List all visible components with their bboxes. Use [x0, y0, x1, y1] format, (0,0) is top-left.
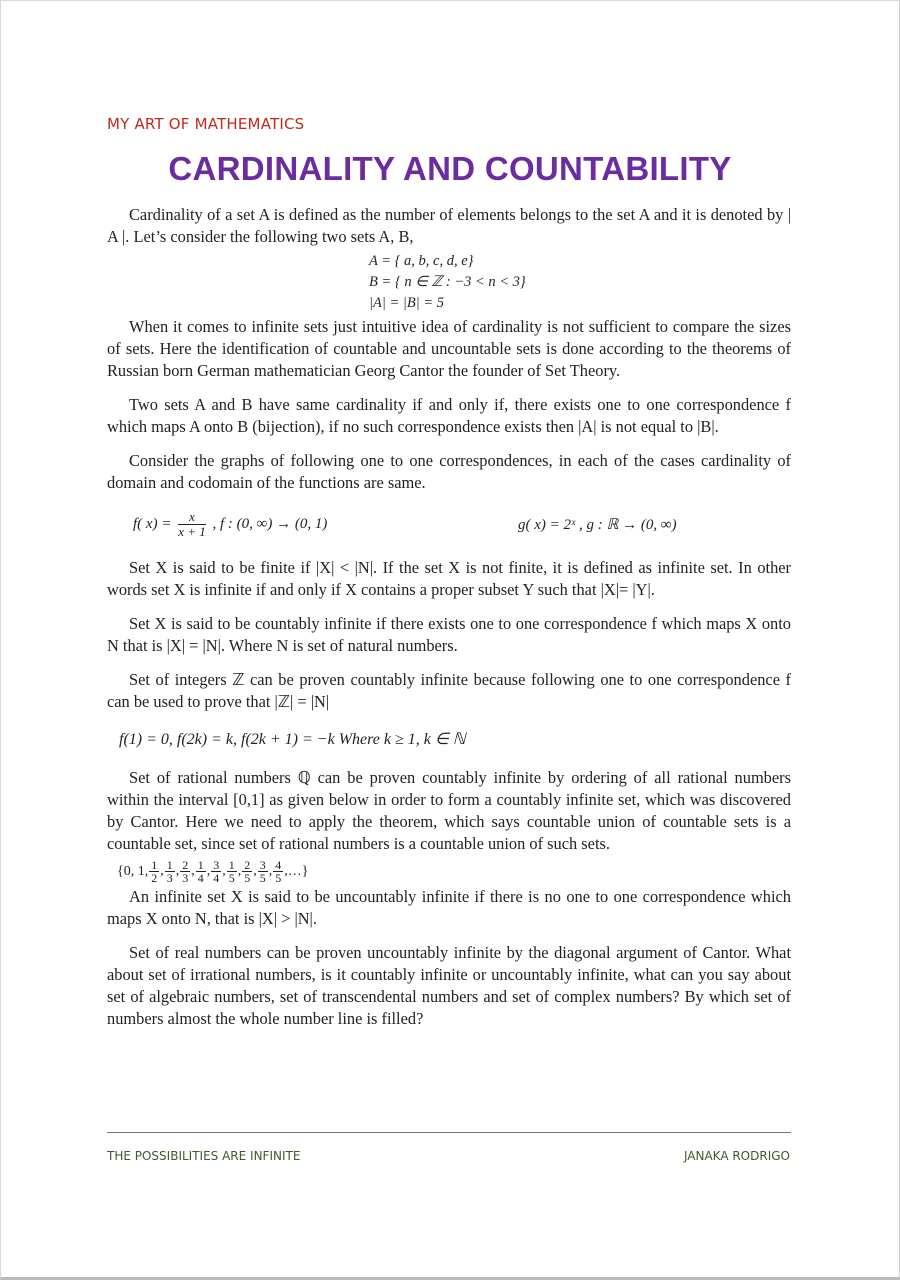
paragraph: Set of rational numbers ℚ can be proven countably infinite by ordering of all rational numbers within the interval [0,1] as given below in order to form a countably infinite set, which was discovered by Cantor. Here we need to apply the theorem, which says countable union of countable sets is a countable set, since set of rational numbers is a countable union of such sets.	[107, 768, 791, 853]
paragraph: An infinite set X is said to be uncountably infinite if there is no one to one correspondence which maps X onto N, that is |X| > |N|.	[107, 887, 791, 928]
comma: ,	[284, 863, 288, 879]
denominator: 3	[182, 871, 189, 885]
set-definitions	[107, 251, 791, 314]
set-a: A = { a, b, c, d, e}	[369, 253, 474, 269]
comma: ,	[222, 863, 226, 879]
fraction	[242, 859, 252, 884]
numerator: 1	[228, 858, 235, 872]
paragraph: Set X is said to be finite if |X| < |N|. If the set X is not finite, it is defined as infinite set. In other words set X is infinite if and only if X contains a proper subset Y such that |X|= |Y|.	[107, 558, 791, 599]
paragraph: Set of real numbers can be proven uncountably infinite by the diagonal argument of Cantor. What about set of irrational numbers, is it countably infinite or uncountably infinite, what can you say about set of algebraic numbers, set of transcendental numbers and set of complex numbers? By which set of numbers almost the whole number line is filled?	[107, 943, 791, 1028]
paragraph: Set of integers ℤ can be proven countably infinite because following one to one correspondence f can be used to prove that |ℤ| = |N|	[107, 670, 791, 711]
function-g: g( x) = 2ˣ , g : ℝ → (0, ∞)	[518, 516, 677, 533]
fraction	[273, 859, 283, 884]
denominator: 5	[275, 871, 282, 885]
article-body	[107, 204, 791, 1030]
paragraph: Consider the graphs of following one to one correspondences, in each of the cases cardinality of domain and codomain of the functions are same.	[107, 451, 791, 492]
comma: ,	[268, 863, 273, 879]
numerator: 1	[197, 858, 204, 872]
numerator: 2	[182, 858, 189, 872]
fraction	[211, 859, 221, 884]
function-examples	[107, 510, 791, 539]
footer-author: JANAKA RODRIGO	[683, 1149, 790, 1163]
function-f: f( x) = $\frac{x}{x + 1}$ , f : (0, ∞) → (0, 1)	[133, 509, 328, 539]
denominator: 4	[213, 871, 220, 885]
fraction: $\frac{x}{x + 1}$	[178, 509, 206, 539]
fraction	[227, 859, 237, 884]
comma: ,	[253, 863, 257, 879]
set-b: B = { n ∈ ℤ : −3 < n < 3}	[369, 274, 526, 290]
numerator: 1	[166, 858, 173, 872]
series-header: MY ART OF MATHEMATICS	[107, 115, 305, 133]
comma: ,	[237, 863, 242, 879]
numerator: 3	[213, 858, 220, 872]
numerator: 2	[244, 858, 251, 872]
comma: ,	[206, 863, 211, 879]
page-title: CARDINALITY AND COUNTABILITY	[168, 150, 732, 187]
denominator: 2	[151, 871, 158, 885]
paragraph: Cardinality of a set A is defined as the number of elements belongs to the set A and it is denoted by | A |. Let’s consider the following two sets A, B,	[107, 205, 791, 246]
fraction	[196, 859, 206, 884]
paragraph: When it comes to infinite sets just intuitive idea of cardinality is not sufficient to compare the sizes of sets. Here the identification of countable and uncountable sets is done according to the theorems of Russian born German mathematician Georg Cantor the founder of Set Theory.	[107, 317, 791, 380]
denominator: 5	[228, 871, 235, 885]
paragraph: Two sets A and B have same cardinality if and only if, there exists one to one correspondence f which maps A onto B (bijection), if no such correspondence exists then |A| is not equal to |B|.	[107, 395, 791, 436]
comma: ,	[175, 863, 180, 879]
footer-tagline: THE POSSIBILITIES ARE INFINITE	[107, 1149, 301, 1163]
cardinality-equation: |A| = |B| = 5	[369, 295, 444, 311]
rational-sequence: {0, 1, $\frac{1}{2}$ , $\frac{1}{3}$ , $\frac{2}{3}$ , $\frac{1}{4}$ , $\frac{3}{4}$ , $\frac{1}{5}$ , $\frac{2}{5}$ , $\frac{3}{5}$ , $\frac{4}{5}$ , …}	[117, 858, 309, 885]
denominator: 5	[244, 871, 251, 885]
fraction	[180, 859, 190, 884]
comma: ,	[191, 863, 195, 879]
comma: ,	[160, 863, 164, 879]
fraction	[258, 859, 268, 884]
footer-divider	[107, 1132, 791, 1133]
denominator: 3	[166, 871, 173, 885]
fraction	[149, 859, 159, 884]
denominator: 4	[197, 871, 204, 885]
paragraph: Set X is said to be countably infinite if there exists one to one correspondence f which maps X onto N that is |X| = |N|. Where N is set of natural numbers.	[107, 614, 791, 655]
numerator: 1	[151, 858, 158, 872]
sequence-fractions	[148, 859, 288, 884]
fraction	[165, 859, 175, 884]
denominator: 5	[259, 871, 266, 885]
numerator: 4	[275, 858, 282, 872]
integer-bijection-formula: f(1) = 0, f(2k) = k, f(2k + 1) = −k Where k ≥ 1, k ∈ ℕ	[119, 731, 466, 748]
numerator: 3	[259, 858, 266, 872]
